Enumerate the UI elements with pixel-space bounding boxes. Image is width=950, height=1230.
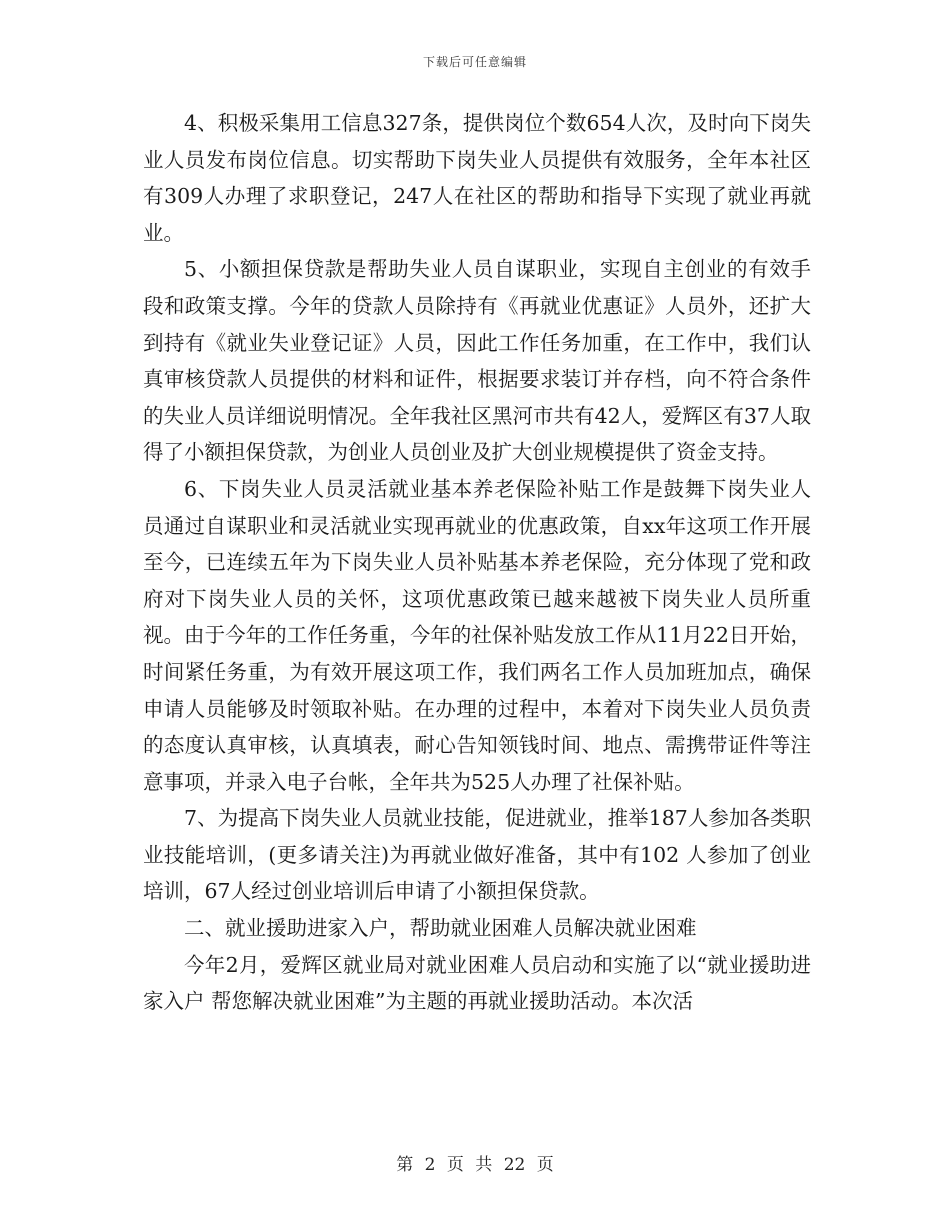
page-number-footer: 第 2 页 共 22 页 [396, 1155, 554, 1175]
section-heading: 二、就业援助进家入户，帮助就业困难人员解决就业困难 [184, 916, 697, 941]
paragraph-item-4: 4、积极采集用工信息327条，提供岗位个数654人次，及时向下岗失业人员发布岗位信息。切实帮助下岗失业人员提供有效服务，全年本社区有309人办理了求职登记，247人在社区的帮助和指导下实现了就业再就业。 [143, 111, 811, 245]
document-body [143, 105, 811, 1020]
page-header: 下载后可任意编辑 [422, 55, 527, 69]
paragraph-section-intro: 今年2月，爱辉区就业局对就业困难人员启动和实施了以“就业援助进家入户 帮您解决就业困难”为主题的再就业援助活动。本次活 [143, 952, 811, 1014]
paragraph-item-5: 5、小额担保贷款是帮助失业人员自谋职业，实现自主创业的有效手段和政策支撑。今年的贷款人员除持有《再就业优惠证》人员外，还扩大到持有《就业失业登记证》人员，因此工作任务加重，在工作中，我们认真审核贷款人员提供的材料和证件，根据要求装订并存档，向不符合条件的失业人员详细说明情况。全年我社区黑河市共有42人，爱辉区有37人取得了小额担保贷款，为创业人员创业及扩大创业规模提供了资金支持。 [143, 257, 811, 465]
paragraph-item-7: 7、为提高下岗失业人员就业技能，促进就业，推举187人参加各类职业技能培训，(更多请关注)为再就业做好准备，其中有102 人参加了创业培训，67人经过创业培训后申请了小额担保贷款。 [143, 806, 811, 904]
paragraph-item-6: 6、下岗失业人员灵活就业基本养老保险补贴工作是鼓舞下岗失业人员通过自谋职业和灵活就业实现再就业的优惠政策，自xx年这项工作开展至今，已连续五年为下岗失业人员补贴基本养老保险，充分体现了党和政府对下岗失业人员的关怀，这项优惠政策已越来越被下岗失业人员所重视。由于今年的工作任务重，今年的社保补贴发放工作从11月22日开始，时间紧任务重，为有效开展这项工作，我们两名工作人员加班加点，确保申请人员能够及时领取补贴。在办理的过程中，本着对下岗失业人员负责的态度认真审核，认真填表，耐心告知领钱时间、地点、需携带证件等注意事项，并录入电子台帐，全年共为525人办理了社保补贴。 [143, 476, 811, 794]
